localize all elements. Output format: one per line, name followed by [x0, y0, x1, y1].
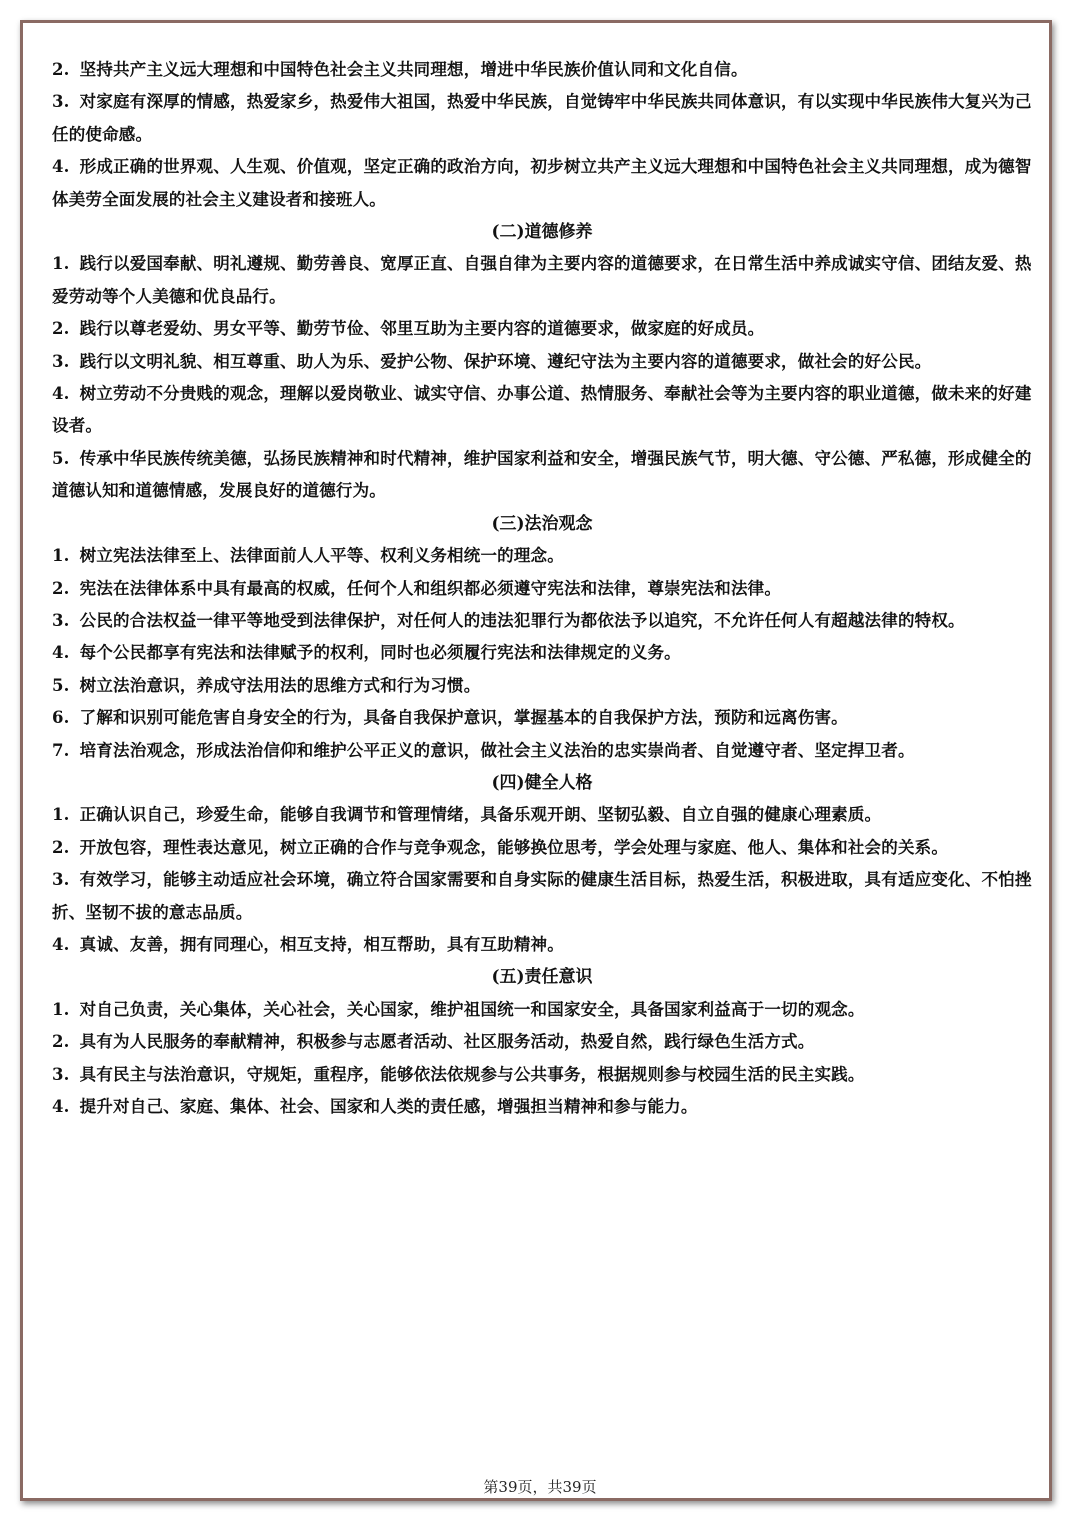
- item-text: 形成正确的世界观、人生观、价值观，坚定正确的政治方向，初步树立共产主义远大理想和中国特色社会主义共同理想，成为德智体美劳全面发展的社会主义建设者和接班人。: [52, 157, 1032, 209]
- item-text: 每个公民都享有宪法和法律赋予的权利，同时也必须履行宪法和法律规定的义务。: [79, 643, 681, 663]
- list-item: [52, 378, 1032, 443]
- item-number: 4.: [52, 384, 70, 404]
- list-item: [52, 670, 1032, 702]
- list-item: [52, 540, 1032, 572]
- item-text: 具有民主与法治意识，守规矩，重程序，能够依法依规参与公共事务，根据规则参与校园生活的民主实践。: [79, 1064, 865, 1084]
- list-item: [52, 605, 1032, 637]
- item-number: 2.: [52, 578, 70, 598]
- item-number: 1.: [52, 546, 70, 566]
- section-heading-rule-of-law: (三)法治观念: [491, 513, 593, 534]
- item-text: 培育法治观念，形成法治信仰和维护公平正义的意识，做社会主义法治的忠实崇尚者、自觉遵守者、坚定捍卫者。: [79, 740, 915, 760]
- item-text: 坚持共产主义远大理想和中国特色社会主义共同理想，增进中华民族价值认同和文化自信。: [79, 60, 748, 79]
- item-number: 6.: [52, 708, 70, 728]
- list-item: [52, 832, 1032, 864]
- list-item: [52, 248, 1032, 313]
- item-number: 5.: [52, 675, 70, 695]
- list-item: [52, 54, 1032, 86]
- list-item: [52, 864, 1032, 929]
- item-text: 树立劳动不分贵贱的观念，理解以爱岗敬业、诚实守信、办事公道、热情服务、奉献社会等为主要内容的职业道德，做未来的好建设者。: [52, 384, 1032, 436]
- page-number: 第39页，共39页: [483, 1478, 597, 1496]
- item-number: 1.: [52, 999, 70, 1019]
- item-text: 真诚、友善，拥有同理心，相互支持，相互帮助，具有互助精神。: [79, 934, 564, 954]
- item-number: 3.: [52, 870, 70, 890]
- list-item: [52, 573, 1032, 605]
- list-item: [52, 799, 1032, 831]
- list-item: [52, 994, 1032, 1026]
- item-number: 2.: [52, 319, 70, 339]
- item-number: 5.: [52, 448, 70, 468]
- item-number: 4.: [52, 157, 70, 177]
- item-text: 践行以文明礼貌、相互尊重、助人为乐、爱护公物、保护环境、遵纪守法为主要内容的道德要求，做社会的好公民。: [79, 351, 932, 371]
- list-item: [52, 1059, 1032, 1091]
- item-text: 践行以尊老爱幼、男女平等、勤劳节俭、邻里互助为主要内容的道德要求，做家庭的好成员。: [79, 319, 765, 339]
- item-text: 正确认识自己，珍爱生命，能够自我调节和管理情绪，具备乐观开朗、坚韧弘毅、自立自强的健康心理素质。: [79, 805, 882, 825]
- item-number: 4.: [52, 1097, 70, 1116]
- item-text: 对家庭有深厚的情感，热爱家乡，热爱伟大祖国，热爱中华民族，自觉铸牢中华民族共同体意识，有以实现中华民族伟大复兴为己任的使命感。: [52, 92, 1032, 144]
- item-number: 2.: [52, 837, 70, 857]
- item-text: 提升对自己、家庭、集体、社会、国家和人类的责任感，增强担当精神和参与能力。: [79, 1097, 698, 1116]
- document-body: [52, 54, 1032, 1123]
- list-item: [52, 346, 1032, 378]
- item-text: 宪法在法律体系中具有最高的权威，任何个人和组织都必须遵守宪法和法律，尊崇宪法和法律。: [79, 578, 782, 598]
- item-number: 1.: [52, 254, 70, 274]
- list-item: [52, 151, 1032, 216]
- item-text: 了解和识别可能危害自身安全的行为，具备自我保护意识，掌握基本的自我保护方法，预防和远离伤害。: [79, 708, 848, 728]
- item-number: 7.: [52, 740, 70, 760]
- section-heading-responsibility: (五)责任意识: [491, 967, 593, 988]
- item-text: 践行以爱国奉献、明礼遵规、勤劳善良、宽厚正直、自强自律为主要内容的道德要求，在日常生活中养成诚实守信、团结友爱、热爱劳动等个人美德和优良品行。: [52, 254, 1032, 306]
- list-item: [52, 86, 1032, 151]
- item-text: 具有为人民服务的奉献精神，积极参与志愿者活动、社区服务活动，热爱自然，践行绿色生活方式。: [79, 1032, 815, 1052]
- item-text: 对自己负责，关心集体，关心社会，关心国家，维护祖国统一和国家安全，具备国家利益高于一切的观念。: [79, 999, 865, 1019]
- item-text: 树立法治意识，养成守法用法的思维方式和行为习惯。: [79, 675, 481, 695]
- item-text: 树立宪法法律至上、法律面前人人平等、权利义务相统一的理念。: [79, 546, 564, 566]
- item-text: 开放包容，理性表达意见，树立正确的合作与竞争观念，能够换位思考，学会处理与家庭、他人、集体和社会的关系。: [79, 837, 949, 857]
- item-number: 3.: [52, 92, 70, 112]
- list-item: [52, 735, 1032, 767]
- item-text: 传承中华民族传统美德，弘扬民族精神和时代精神，维护国家利益和安全，增强民族气节，明大德、守公德、严私德，形成健全的道德认知和道德情感，发展良好的道德行为。: [52, 448, 1032, 501]
- item-number: 1.: [52, 805, 70, 825]
- item-number: 3.: [52, 1064, 70, 1084]
- list-item: [52, 702, 1032, 734]
- list-item: [52, 1026, 1032, 1058]
- list-item: [52, 929, 1032, 961]
- section-heading-moral: (二)道德修养: [491, 222, 593, 243]
- section-heading-personality: (四)健全人格: [491, 772, 593, 793]
- item-text: 公民的合法权益一律平等地受到法律保护，对任何人的违法犯罪行为都依法予以追究，不允许任何人有超越法律的特权。: [79, 610, 965, 630]
- item-number: 2.: [52, 60, 70, 79]
- list-item: [52, 1091, 1032, 1123]
- list-item: [52, 443, 1032, 508]
- item-text: 有效学习，能够主动适应社会环境，确立符合国家需要和自身实际的健康生活目标，热爱生活，积极进取，具有适应变化、不怕挫折、坚韧不拔的意志品质。: [52, 870, 1032, 922]
- item-number: 4.: [52, 643, 70, 663]
- item-number: 3.: [52, 351, 70, 371]
- item-number: 3.: [52, 610, 70, 630]
- item-number: 2.: [52, 1032, 70, 1052]
- list-item: [52, 313, 1032, 345]
- item-number: 4.: [52, 934, 70, 954]
- list-item: [52, 637, 1032, 669]
